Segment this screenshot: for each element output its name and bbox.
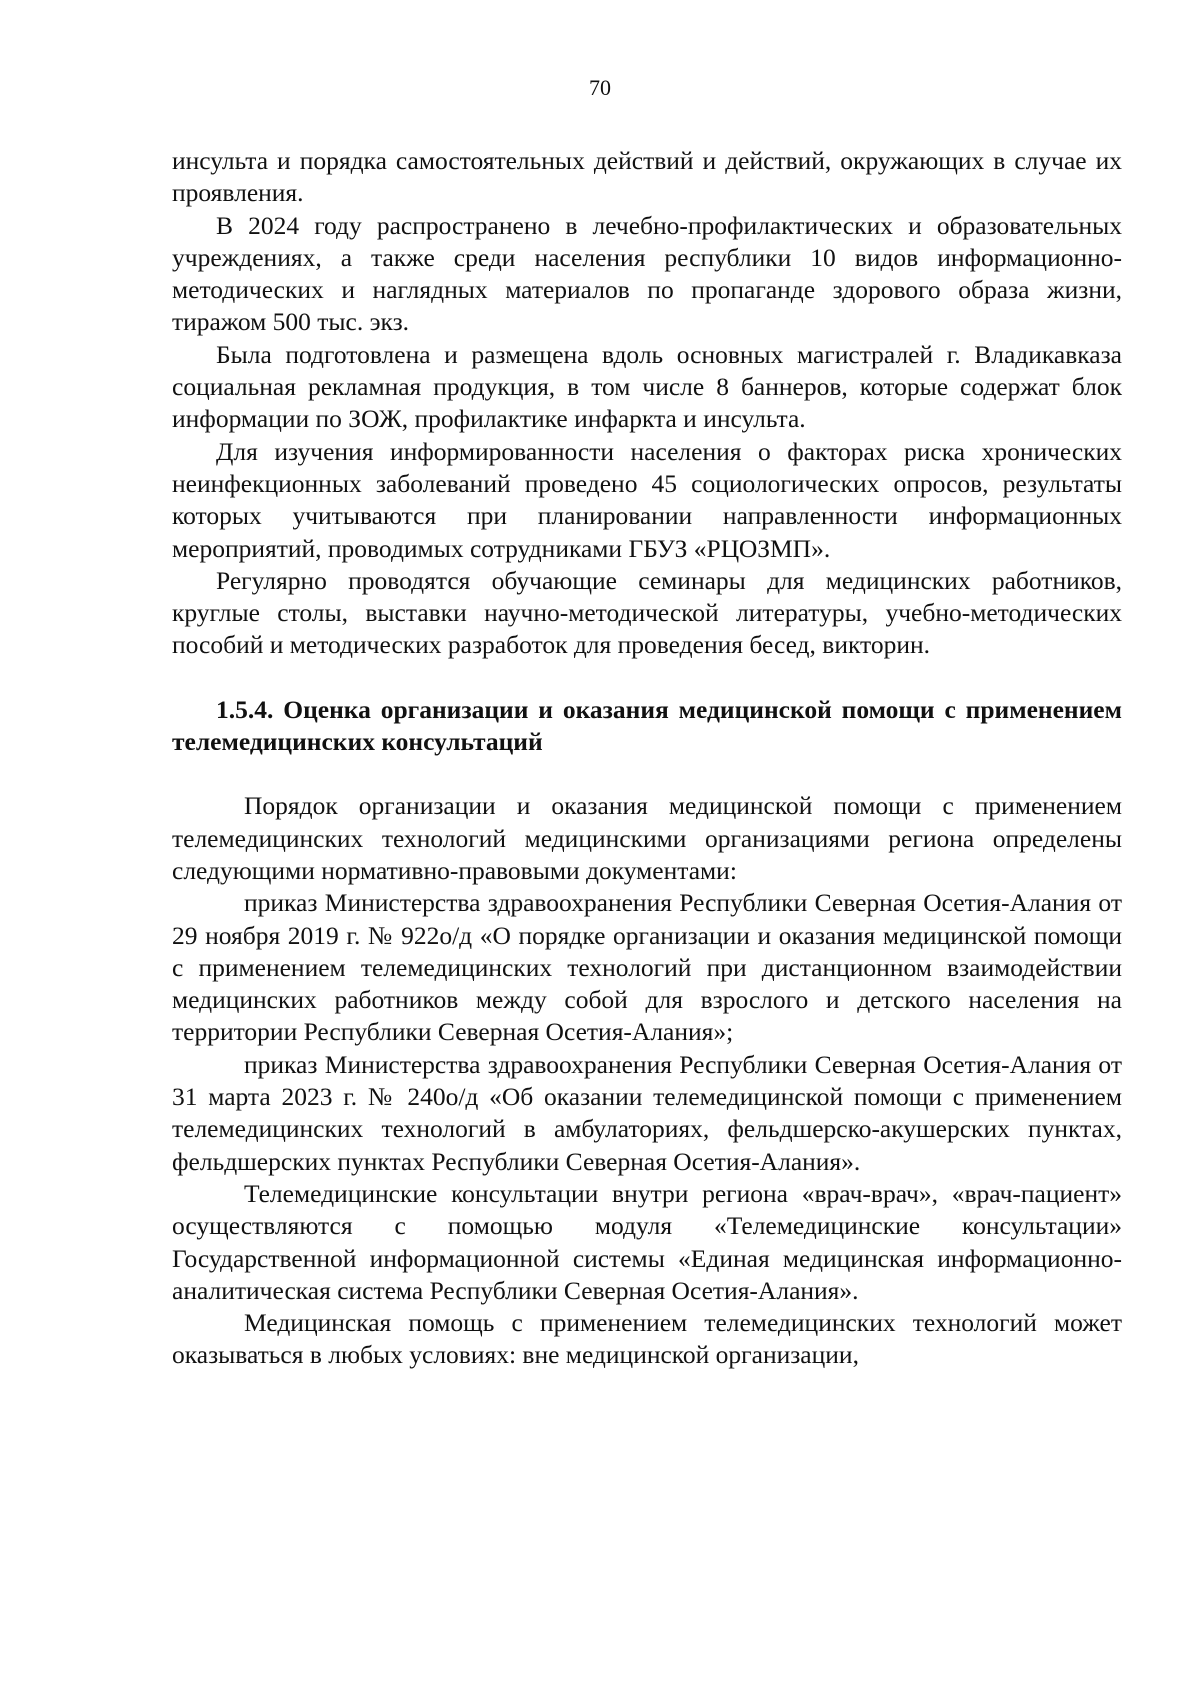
- page-body: [172, 145, 1122, 1372]
- paragraph-continuation: инсульта и порядка самостоятельных действий и действий, окружающих в случае их проявления.: [172, 146, 1122, 208]
- paragraph-advertising: Была подготовлена и размещена вдоль основных магистралей г. Владикавказа социальная рекламная продукция, в том числе 8 баннеров, которые содержат блок информации по ЗОЖ, профилактике инфаркта и инсульта.: [172, 339, 1122, 434]
- paragraph-order-240: приказ Министерства здравоохранения Республики Северная Осетия-Алания от 31 марта 2023 г. № 240о/д «Об оказании телемедицинской помощи с применением телемедицинских технологий в амбулаториях, фельдшерско-акушерских пунктах, фельдшерских пунктах Республики Северная Осетия-Алания».: [172, 1049, 1122, 1176]
- paragraph-conditions: Медицинская помощь с применением телемедицинских технологий может оказываться в любых условиях: вне медицинской организации,: [172, 1308, 1122, 1370]
- paragraph-procedure: Порядок организации и оказания медицинской помощи с применением телемедицинских технологий медицинскими организациями региона определены следующими нормативно-правовыми документами:: [172, 791, 1122, 885]
- paragraph-materials: В 2024 году распространено в лечебно-профилактических и образовательных учреждениях, а также среди населения республики 10 видов информационно-методических и наглядных материалов по пропаганде здорового образа жизни, тиражом 500 тыс. экз.: [172, 210, 1122, 337]
- paragraph-surveys: Для изучения информированности населения о факторах риска хронических неинфекционных заболеваний проведено 45 социологических опросов, результаты которых учитываются при планировании направленности информационных мероприятий, проводимых сотрудниками ГБУЗ «РЦОЗМП».: [172, 436, 1122, 563]
- paragraph-order-922: приказ Министерства здравоохранения Республики Северная Осетия-Алания от 29 ноября 2019 г. № 922о/д «О порядке организации и оказания медицинской помощи с применением телемедицинских технологий при дистанционном взаимодействии медицинских работников между собой для взрослого и детского населения на территории Республики Северная Осетия-Алания»;: [172, 888, 1122, 1047]
- paragraph-consultations: Телемедицинские консультации внутри региона «врач-врач», «врач-пациент» осуществляются с помощью модуля «Телемедицинские консультации» Государственной информационной системы «Единая медицинская информационно-аналитическая система Республики Северная Осетия-Алания».: [172, 1178, 1122, 1305]
- paragraph-seminars: Регулярно проводятся обучающие семинары для медицинских работников, круглые столы, выставки научно-методической литературы, учебно-методических пособий и методических разработок для проведения бесед, викторин.: [172, 565, 1122, 660]
- page-number: 70: [589, 75, 611, 100]
- section-heading: 1.5.4. Оценка организации и оказания медицинской помощи с применением телемедицинских консультаций: [172, 694, 1122, 757]
